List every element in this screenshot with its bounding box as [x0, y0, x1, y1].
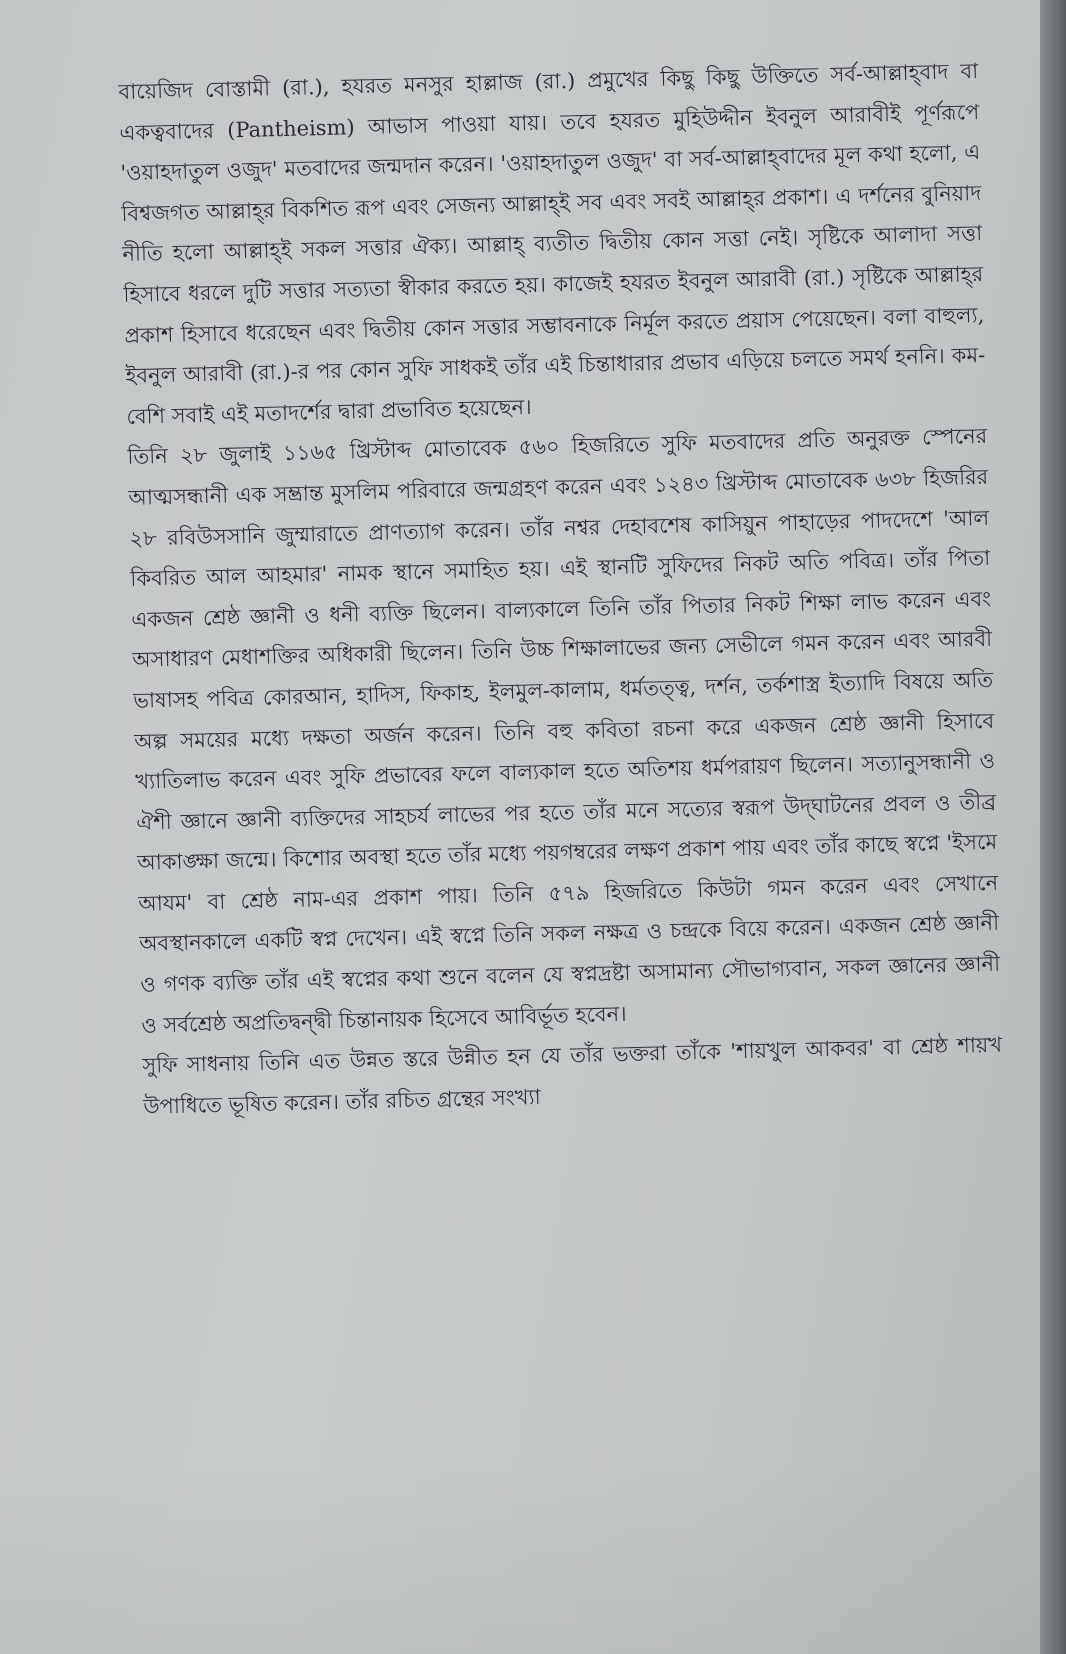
- body-text: [118, 51, 1004, 1127]
- page-edge: [1040, 0, 1066, 1654]
- paragraph-2: তিনি ২৮ জুলাই ১১৬৫ খ্রিস্টাব্দ মোতাবেক ৫৬০ হিজরিতে সুফি মতবাদের প্রতি অনুরক্ত স্পেনের আত্মসন্ধানী এক সম্ভ্রান্ত মুসলিম পরিবারে জন্মগ্রহণ করেন এবং ১২৪৩ খ্রিস্টাব্দ মোতাবেক ৬৩৮ হিজরির ২৮ রবিউসসানি জুম্মারাতে প্রাণত্যাগ করেন। তাঁর নশ্বর দেহাবশেষ কাসিয়ুন পাহাড়ের পাদদেশে 'আল কিবরিত আল আহমার' নামক স্থানে সমাহিত হয়। এই স্থানটি সুফিদের নিকট অতি পবিত্র। তাঁর পিতা একজন শ্রেষ্ঠ জ্ঞানী ও ধনী ব্যক্তি ছিলেন। বাল্যকালে তিনি তাঁর পিতার নিকট শিক্ষা লাভ করেন এবং অসাধারণ মেধাশক্তির অধিকারী ছিলেন। তিনি উচ্চ শিক্ষালাভের জন্য সেভীলে গমন করেন এবং আরবী ভাষাসহ পবিত্র কোরআন, হাদিস, ফিকাহ, ইলমুল-কালাম, ধর্মতত্ত্ব, দর্শন, তর্কশাস্ত্র ইত্যাদি বিষয়ে অতি অল্প সময়ের মধ্যে দক্ষতা অর্জন করেন। তিনি বহু কবিতা রচনা করে একজন শ্রেষ্ঠ জ্ঞানী হিসাবে খ্যাতিলাভ করেন এবং সুফি প্রভাবের ফলে বাল্যকাল হতে অতিশয় ধর্মপরায়ণ ছিলেন। সত্যানুসন্ধানী ও ঐশী জ্ঞানে জ্ঞানী ব্যক্তিদের সাহচর্য লাভের পর হতে তাঁর মনে সত্যের স্বরূপ উদ্‌ঘাটনের প্রবল ও তীব্র আকাঙ্ক্ষা জন্মে। কিশোর অবস্থা হতে তাঁর মধ্যে পয়গম্বরের লক্ষণ প্রকাশ পায় এবং তাঁর কাছে স্বপ্নে 'ইসমে আযম' বা শ্রেষ্ঠ নাম-এর প্রকাশ পায়। তিনি ৫৭৯ হিজরিতে কিউটা গমন করেন এবং সেখানে অবস্থানকালে একটি স্বপ্ন দেখেন। এই স্বপ্নে তিনি সকল নক্ষত্র ও চন্দ্রকে বিয়ে করেন। একজন শ্রেষ্ঠ জ্ঞানী ও গণক ব্যক্তি তাঁর এই স্বপ্নের কথা শুনে বলেন যে স্বপ্নদ্রষ্টা অসামান্য সৌভাগ্যবান, সকল জ্ঞানের জ্ঞানী ও সর্বশ্রেষ্ঠ অপ্রতিদ্বন্দ্বী চিন্তানায়ক হিসেবে আবির্ভূত হবেন।: [127, 424, 1001, 1038]
- page-shadow: [0, 1460, 1040, 1654]
- paragraph-1: বায়েজিদ বোস্তামী (রা.), হযরত মনসুর হাল্লাজ (রা.) প্রমুখের কিছু কিছু উক্তিতে সর্ব-আল্লাহ্‌বাদ বা একত্ববাদের (Pantheism) আভাস পাওয়া যায়। তবে হযরত মুহিউদ্দীন ইবনুল আরাবীই পূর্ণরূপে 'ওয়াহদাতুল ওজুদ' মতবাদের জন্মদান করেন। 'ওয়াহদাতুল ওজুদ' বা সর্ব-আল্লাহ্‌বাদের মূল কথা হলো, এ বিশ্বজগত আল্লাহ্‌র বিকশিত রূপ এবং সেজন্য আল্লাহ্‌ই সব এবং সবই আল্লাহ্‌র প্রকাশ। এ দর্শনের বুনিয়াদ নীতি হলো আল্লাহ্‌ই সকল সত্তার ঐক্য। আল্লাহ্‌ ব্যতীত দ্বিতীয় কোন সত্তা নেই। সৃষ্টিকে আলাদা সত্তা হিসাবে ধরলে দুটি সত্তার সত্যতা স্বীকার করতে হয়। কাজেই হযরত ইবনুল আরাবী (রা.) সৃষ্টিকে আল্লাহ্‌র প্রকাশ হিসাবে ধরেছেন এবং দ্বিতীয় কোন সত্তার সম্ভাবনাকে নির্মূল করতে প্রয়াস পেয়েছেন। বলা বাহুল্য, ইবনুল আরাবী (রা.)-র পর কোন সুফি সাধকই তাঁর এই চিন্তাধারার প্রভাব এড়িয়ে চলতে সমর্থ হননি। কম-বেশি সবাই এই মতাদর্শের দ্বারা প্রভাবিত হয়েছেন।: [118, 58, 986, 429]
- paragraph-3: সুফি সাধনায় তিনি এত উন্নত স্তরে উন্নীত হন যে তাঁর ভক্তরা তাঁকে 'শায়খুল আকবর' বা শ্রেষ্ঠ শায়খ উপাধিতে ভূষিত করেন। তাঁর রচিত গ্রন্থের সংখ্যা: [141, 1032, 1003, 1119]
